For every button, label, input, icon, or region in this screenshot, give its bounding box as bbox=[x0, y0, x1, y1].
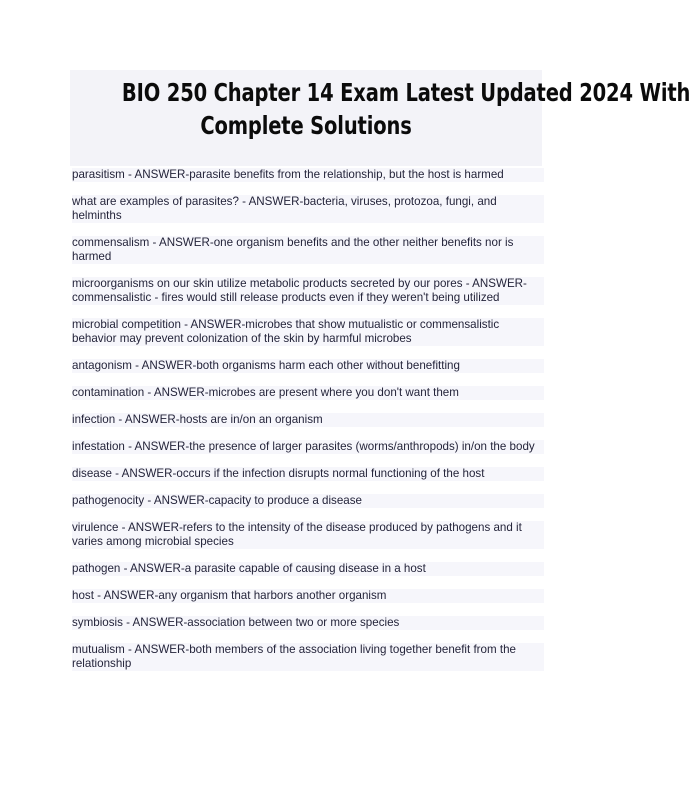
qa-entry-mutualism: mutualism - ANSWER-both members of the association living together benefit from the relationship bbox=[72, 643, 544, 671]
qa-entry-pathogen: pathogen - ANSWER-a parasite capable of causing disease in a host bbox=[72, 562, 544, 576]
qa-entry-virulence: virulence - ANSWER-refers to the intensity of the disease produced by pathogens and it varies among microbial species bbox=[72, 521, 544, 549]
qa-list bbox=[72, 168, 544, 684]
qa-entry-parasitism: parasitism - ANSWER-parasite benefits from the relationship, but the host is harmed bbox=[72, 168, 544, 182]
qa-entry-skin-microorganisms: microorganisms on our skin utilize metabolic products secreted by our pores - ANSWER-commensalistic - fires would still release products even if they weren't being utilized bbox=[72, 277, 544, 305]
qa-entry-contamination: contamination - ANSWER-microbes are present where you don't want them bbox=[72, 386, 544, 400]
qa-entry-pathogenocity: pathogenocity - ANSWER-capacity to produce a disease bbox=[72, 494, 544, 508]
qa-entry-parasite-examples: what are examples of parasites? - ANSWER-bacteria, viruses, protozoa, fungi, and helminths bbox=[72, 195, 544, 223]
qa-entry-commensalism: commensalism - ANSWER-one organism benefits and the other neither benefits nor is harmed bbox=[72, 236, 544, 264]
qa-entry-infection: infection - ANSWER-hosts are in/on an organism bbox=[72, 413, 544, 427]
qa-entry-symbiosis: symbiosis - ANSWER-association between two or more species bbox=[72, 616, 544, 630]
title-line-2: Complete Solutions bbox=[200, 111, 412, 140]
qa-entry-infestation: infestation - ANSWER-the presence of larger parasites (worms/anthropods) in/on the body bbox=[72, 440, 544, 454]
document-title bbox=[70, 70, 690, 166]
qa-entry-disease: disease - ANSWER-occurs if the infection disrupts normal functioning of the host bbox=[72, 467, 544, 481]
title-line-1: BIO 250 Chapter 14 Exam Latest Updated 2024 With bbox=[121, 78, 690, 107]
qa-entry-host: host - ANSWER-any organism that harbors another organism bbox=[72, 589, 544, 603]
qa-entry-antagonism: antagonism - ANSWER-both organisms harm each other without benefitting bbox=[72, 359, 544, 373]
qa-entry-microbial-competition: microbial competition - ANSWER-microbes that show mutualistic or commensalistic behavior may prevent colonization of the skin by harmful microbes bbox=[72, 318, 544, 346]
